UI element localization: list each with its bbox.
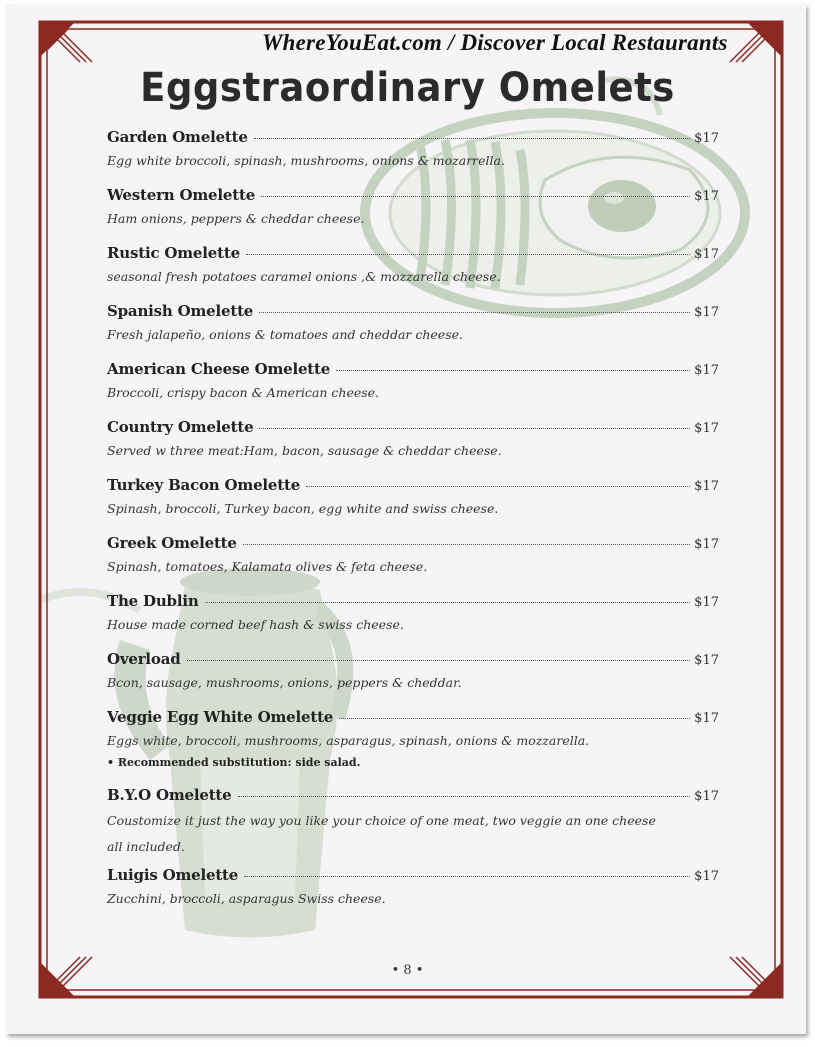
item-description: Eggs white, broccoli, mushrooms, asparagus, spinash, onions & mozzarella. (107, 733, 590, 748)
item-description: Spinash, broccoli, Turkey bacon, egg white and swiss cheese. (107, 501, 499, 516)
item-name: Garden Omelette (107, 128, 248, 146)
menu-item (107, 244, 719, 285)
item-name: Western Omelette (107, 186, 256, 204)
dot-leader (336, 370, 690, 371)
item-name: Country Omelette (107, 418, 254, 436)
item-price: $17 (694, 421, 719, 436)
item-price: $17 (694, 537, 719, 552)
item-name: Rustic Omelette (107, 244, 240, 262)
page-number: • 8 • (391, 963, 424, 978)
item-name: Spanish Omelette (107, 302, 254, 320)
item-description: Bcon, sausage, mushrooms, onions, peppers & cheddar. (107, 675, 462, 690)
item-description: Served w three meat:Ham, bacon, sausage & cheddar cheese. (107, 443, 502, 458)
dot-leader (259, 428, 690, 429)
menu-item (107, 866, 719, 907)
menu-item (107, 186, 719, 227)
menu-item (107, 418, 719, 459)
menu-item (107, 592, 719, 633)
menu-item (107, 786, 719, 860)
item-price: $17 (694, 363, 719, 378)
menu-item (107, 476, 719, 517)
item-name: Greek Omelette (107, 534, 237, 552)
dot-leader (238, 796, 691, 797)
menu-item (107, 650, 719, 691)
dot-leader (339, 718, 690, 719)
page-title: Eggstraordinary Omelets (140, 64, 675, 111)
item-description: House made corned beef hash & swiss cheese. (107, 617, 404, 632)
dot-leader (205, 602, 691, 603)
item-description: Coustomize it just the way you like your choice of one meat, two veggie an one cheese all included. (107, 813, 656, 854)
item-name: Veggie Egg White Omelette (107, 708, 334, 726)
menu-item (107, 302, 719, 343)
dot-leader (254, 138, 690, 139)
item-price: $17 (694, 789, 719, 804)
item-price: $17 (694, 869, 719, 884)
item-name: The Dublin (107, 592, 199, 610)
item-description: Zucchini, broccoli, asparagus Swiss cheese. (107, 891, 386, 906)
menu-item (107, 128, 719, 169)
item-name: Turkey Bacon Omelette (107, 476, 301, 494)
dot-leader (261, 196, 690, 197)
item-description: Ham onions, peppers & cheddar cheese. (107, 211, 365, 226)
item-description: seasonal fresh potatoes caramel onions ,& mozzarella cheese. (107, 269, 501, 284)
item-description: Egg white broccoli, spinash, mushrooms, onions & mozarrella. (107, 153, 505, 168)
item-price: $17 (694, 247, 719, 262)
item-name: Overload (107, 650, 181, 668)
item-name: B.Y.O Omelette (107, 786, 232, 804)
site-watermark: WhereYouEat.com / Discover Local Restaurants (262, 30, 728, 55)
dot-leader (246, 254, 690, 255)
item-price: $17 (694, 479, 719, 494)
dot-leader (243, 544, 690, 545)
item-price: $17 (694, 595, 719, 610)
item-name: Luigis Omelette (107, 866, 239, 884)
dot-leader (306, 486, 690, 487)
dot-leader (244, 876, 690, 877)
menu-item (107, 708, 719, 769)
item-price: $17 (694, 189, 719, 204)
menu-item (107, 534, 719, 575)
item-description: Spinash, tomatoes, Kalamata olives & feta cheese. (107, 559, 428, 574)
item-price: $17 (694, 653, 719, 668)
item-description: Broccoli, crispy bacon & American cheese. (107, 385, 380, 400)
item-price: $17 (694, 711, 719, 726)
dot-leader (259, 312, 690, 313)
item-note: • Recommended substitution: side salad. (107, 756, 361, 769)
dot-leader (187, 660, 691, 661)
item-price: $17 (694, 131, 719, 146)
item-price: $17 (694, 305, 719, 320)
menu-item (107, 360, 719, 401)
item-description: Fresh jalapeño, onions & tomatoes and cheddar cheese. (107, 327, 463, 342)
item-name: American Cheese Omelette (107, 360, 331, 378)
